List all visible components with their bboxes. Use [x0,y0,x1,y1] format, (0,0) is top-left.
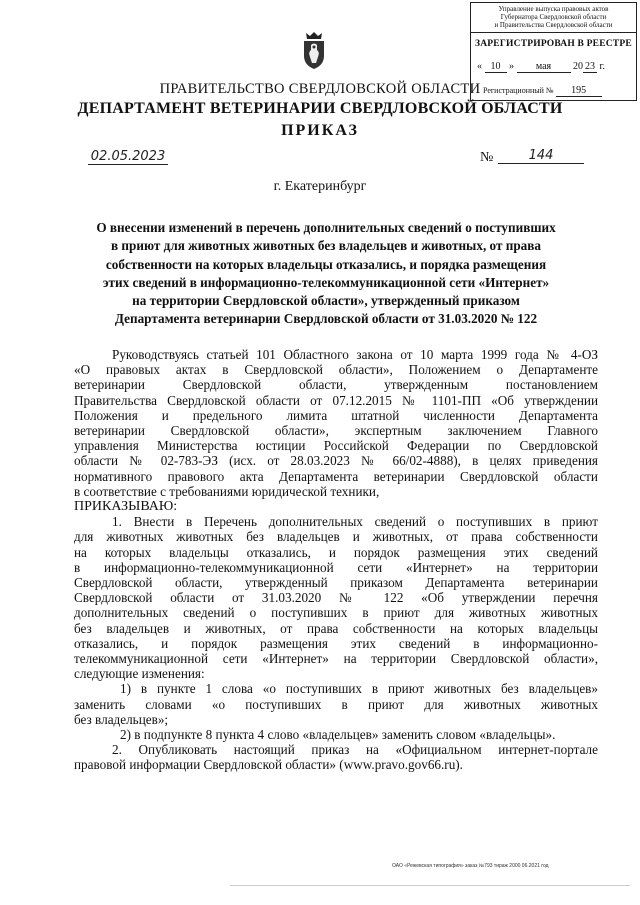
body-line: 2) в подпункте 8 пункта 4 слово «владельцев» заменить словом «владельцы». [120,727,556,743]
stamp-header-line: Губернатора Свердловской области [500,13,607,21]
body-line: Положения и предельного лимита штатной численности Департамента [74,407,598,423]
stamp-header-line: и Правительства Свердловской области [494,21,613,29]
body-line: для животных животных без владельцев и животных, от права собственности [74,529,598,545]
body-line: нормативного правового акта Департамента ветеринарии Свердловской области [74,468,598,484]
body-line: ветеринарии Свердловской области, утвержденным постановлением [74,377,598,393]
body-line: на которых владельцы отказались, и порядок размещения этих сведений [74,544,598,560]
body-line: без владельцев и животных, от права собственности на которых владельцы [74,620,598,636]
stamp-title: ЗАРЕГИСТРИРОВАН В РЕЕСТРЕ [475,39,632,49]
order-title [78,219,574,329]
body-line: области № 02-783-ЭЗ (исх. от 28.03.2023 № 66/02-4888), в целях приведения [74,453,598,469]
body-line: дополнительных сведений о поступивших в приют для животных животных [74,605,598,621]
order-body [74,347,598,773]
title-line: Департамента ветеринарии Свердловской области от 31.03.2020 № 122 [114,311,538,327]
title-line: О внесении изменений в перечень дополнительных сведений о поступивших [96,220,556,235]
body-line: отказались, и порядок размещения этих сведений в информационно- [74,635,598,651]
bottom-rule [230,885,630,886]
body-line: Свердловской области от 31.03.2020 № 122 «Об утверждении перечня [74,590,598,606]
orders-heading: ПРИКАЗЫВАЮ: [74,499,178,515]
body-line: без владельцев»; [74,711,169,727]
order-number: 144 [498,148,584,164]
body-line: Правительства Свердловской области от 07.12.2015 № 1101-ПП «Об утверждении [74,392,598,408]
department-name: ДЕПАРТАМЕНТ ВЕТЕРИНАРИИ СВЕРДЛОВСКОЙ ОБЛАСТИ [77,100,563,117]
stamp-header-line: Управление выпуска правовых актов [498,5,609,13]
title-line: на территории Свердловской области», утвержденный приказом [132,293,520,309]
body-line: 2. Опубликовать настоящий приказ на «Официальном интернет-портале [112,742,598,758]
body-line: ветеринарии Свердловской области», экспертным заключением Главного [74,423,598,439]
body-line: в соответствие с требованиями юридической техники, [74,483,380,499]
stamp-open-quote: « [477,61,482,72]
stamp-reg-label: Регистрационный № [483,86,554,95]
stamp-year-prefix: 20 [573,61,583,72]
title-line: этих сведений в информационно-телекоммуникационной сети «Интернет» [102,274,550,290]
body-line: в информационно-телекоммуникационной сети «Интернет» на территории [74,559,598,575]
title-line: собственности на которых владельцы отказались, и порядка размещения [105,256,547,272]
order-number-prefix: № [480,150,494,165]
stamp-day: 10 [485,61,507,73]
stamp-month: мая [517,61,571,73]
body-line: телекоммуникационной сети «Интернет» на территории Свердловской области», [74,651,598,667]
government-name: ПРАВИТЕЛЬСТВО СВЕРДЛОВСКОЙ ОБЛАСТИ [159,81,481,97]
body-line: управления Министерства юстиции Российской Федерации по Свердловской [74,438,598,454]
body-line: 1) в пункте 1 слова «о поступивших в приют животных без владельцев» [120,681,598,697]
body-line: «О правовых актах в Свердловской области», Положением о Департаменте [74,362,598,378]
body-line: Свердловской области, утвержденный приказом Департамента ветеринарии [74,575,598,591]
stamp-header [471,3,636,33]
stamp-reg-number: 195 [556,85,602,97]
title-line: в приют для животных животных без владельцев и животных, от права [111,238,541,254]
body-line: Руководствуясь статьей 101 Областного закона от 10 марта 1999 года № 4-ОЗ [112,347,598,362]
coat-of-arms-emblem [299,30,329,70]
coat-of-arms-icon [299,30,329,70]
city: г. Екатеринбург [273,179,367,194]
body-line: 1. Внести в Перечень дополнительных сведений о поступивших в приют [112,514,598,530]
stamp-year-abbr: г. [599,61,605,72]
order-date: 02.05.2023 [88,149,168,165]
stamp-close-quote: » [509,61,514,72]
document-type: ПРИКАЗ [281,122,359,139]
body-line: заменить словами «о поступивших в приют для животных животных [74,696,598,712]
body-line: следующие изменения: [74,666,205,682]
body-line: правовой информации Свердловской области» (www.pravo.gov66.ru). [74,757,463,773]
stamp-year-suffix: 23 [585,61,595,72]
stamp-date [477,61,605,73]
printer-footer: ОАО «Режевская типография» заказ №793 тираж 2000 06.2021 год [392,863,549,869]
